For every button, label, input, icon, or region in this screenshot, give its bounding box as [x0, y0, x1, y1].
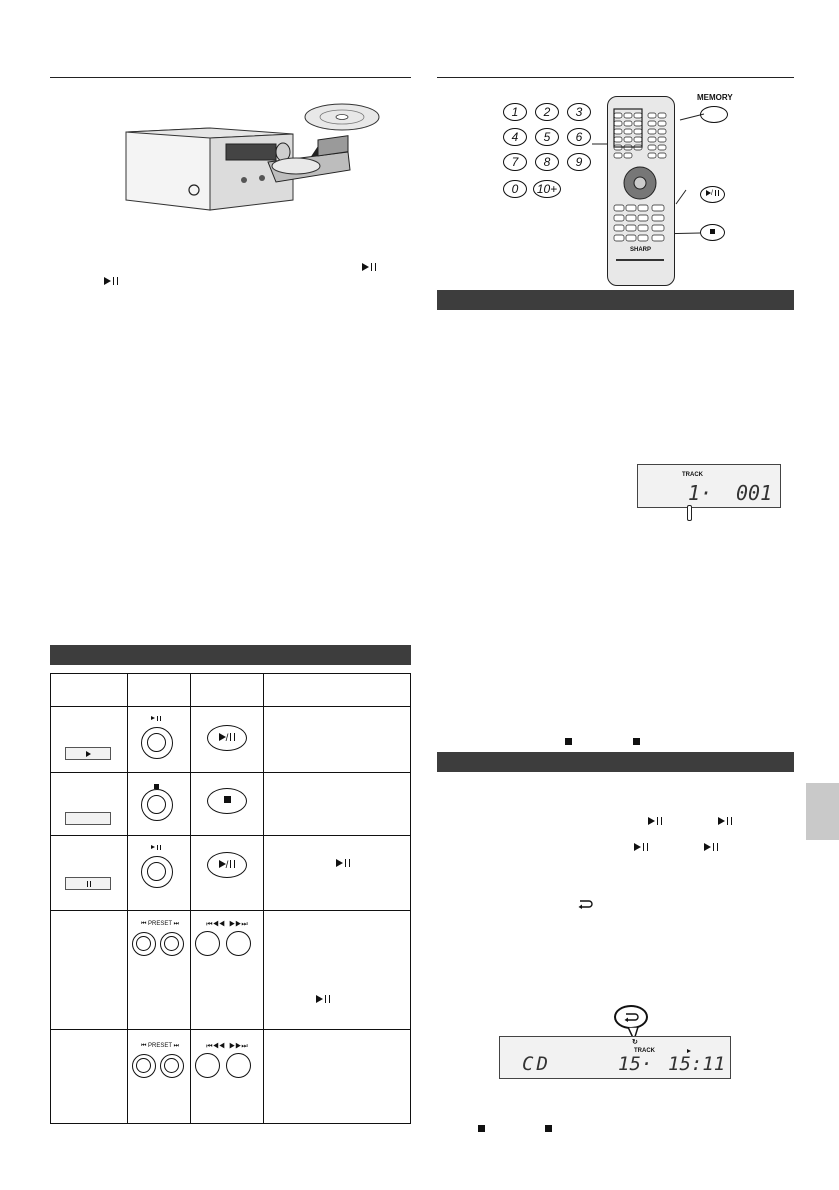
- skip-prev-icon: ⏮: [140, 921, 147, 927]
- repeat-mode-display: [499, 1036, 731, 1079]
- track-number: 1·: [688, 481, 713, 505]
- remote-play-pause-button[interactable]: [207, 725, 247, 751]
- remote-control: [607, 96, 675, 286]
- inline-stop-symbol-1: [565, 733, 572, 751]
- num-key-4[interactable]: 4: [503, 128, 527, 146]
- remote-play-pause-button-2[interactable]: [207, 852, 247, 878]
- callout-play-pause-button[interactable]: [700, 186, 725, 203]
- repeat-icon: [623, 1012, 639, 1022]
- inline-play-pause-symbol-7: [634, 838, 648, 856]
- inline-play-pause-symbol-5: [648, 812, 662, 830]
- num-key-10plus[interactable]: 10+: [533, 180, 561, 198]
- num-key-7[interactable]: 7: [503, 153, 527, 171]
- callout-stop-button[interactable]: [700, 224, 725, 241]
- num-key-9[interactable]: 9: [567, 153, 591, 171]
- main-stop-knob[interactable]: [141, 789, 173, 821]
- repeat-callout-bubble: [614, 1005, 648, 1029]
- panel-pause-indicator: [65, 877, 111, 890]
- main-skip-up-knob[interactable]: [160, 932, 184, 956]
- inline-play-pause-symbol-8: [704, 838, 718, 856]
- inline-stop-symbol-3: [478, 1120, 485, 1138]
- repeat-indicator-small: ↻: [632, 1039, 638, 1046]
- inline-stop-symbol-2: [633, 733, 640, 751]
- panel-stop-indicator: [65, 812, 111, 825]
- skip-next-icon: ⏭: [173, 1043, 180, 1049]
- remote-search-back-button[interactable]: [195, 931, 220, 956]
- left-section-bar: [50, 645, 411, 665]
- main-skip-down-knob[interactable]: [132, 932, 156, 956]
- num-key-8[interactable]: 8: [535, 153, 559, 171]
- panel-play-indicator: [65, 747, 111, 760]
- play-pause-icon: /: [219, 855, 236, 872]
- track-counter: 001: [736, 481, 773, 505]
- track-indicator: TRACK: [682, 472, 703, 478]
- repeat-icon: [577, 899, 593, 909]
- play-pause-icon: /: [219, 728, 236, 745]
- remote-brand: SHARP: [630, 247, 652, 253]
- main-skip-up-knob-2[interactable]: [160, 1054, 184, 1078]
- num-key-0[interactable]: 0: [503, 180, 527, 198]
- num-key-1[interactable]: 1: [503, 103, 527, 121]
- inline-play-pause-symbol-3: [336, 854, 350, 872]
- track-display-pointer: [687, 505, 692, 521]
- operations-table: [50, 673, 411, 1124]
- inline-stop-symbol-4: [545, 1120, 552, 1138]
- remote-search-forward-button-2[interactable]: [226, 1053, 251, 1078]
- left-top-rule: [50, 77, 411, 78]
- inline-play-pause-symbol-1: [362, 258, 376, 276]
- cd-disc-icon: [305, 104, 379, 130]
- inline-play-pause-symbol-4: [316, 990, 330, 1008]
- inline-play-pause-symbol-2: [104, 272, 118, 290]
- stop-icon: [224, 791, 231, 808]
- right-section-bar-1: [437, 290, 794, 310]
- num-key-5[interactable]: 5: [535, 128, 559, 146]
- right-top-rule: [437, 77, 794, 78]
- repeat-time: 15:11: [668, 1053, 726, 1075]
- skip-prev-icon: ⏮: [140, 1043, 147, 1049]
- inline-play-pause-symbol-6: [718, 812, 732, 830]
- num-key-3[interactable]: 3: [567, 103, 591, 121]
- main-skip-labels-2: ⏮ PRESET ⏭: [140, 1043, 180, 1049]
- section-tab: [806, 783, 839, 840]
- right-section-bar-2: [437, 752, 794, 772]
- main-play-pause-knob[interactable]: [141, 727, 173, 759]
- stop-icon: [710, 223, 715, 240]
- remote-search-labels: ⏮◀◀ ▶▶⏭: [206, 921, 248, 928]
- main-skip-labels: ⏮ PRESET ⏭: [140, 921, 180, 927]
- skip-next-icon: ⏭: [173, 921, 180, 927]
- repeat-tracks: 15·: [618, 1053, 653, 1075]
- main-skip-down-knob-2[interactable]: [132, 1054, 156, 1078]
- main-play-pause-label-2: [151, 844, 161, 851]
- cd-unit-illustration: [118, 100, 398, 220]
- play-pause-icon: /: [706, 190, 719, 197]
- remote-buttons: [608, 97, 673, 284]
- track-memory-display: [637, 464, 781, 508]
- memory-button[interactable]: [700, 106, 728, 123]
- remote-search-back-button-2[interactable]: [195, 1053, 220, 1078]
- memory-label: MEMORY: [697, 93, 733, 102]
- repeat-source: CD: [522, 1053, 551, 1075]
- remote-stop-button[interactable]: [207, 788, 247, 814]
- repeat-track-indicator: TRACK: [634, 1048, 655, 1054]
- num-key-6[interactable]: 6: [567, 128, 591, 146]
- remote-search-forward-button[interactable]: [226, 931, 251, 956]
- main-play-pause-knob-2[interactable]: [141, 856, 173, 888]
- num-key-2[interactable]: 2: [535, 103, 559, 121]
- main-play-pause-label: [151, 715, 161, 722]
- remote-search-labels-2: ⏮◀◀ ▶▶⏭: [206, 1043, 248, 1050]
